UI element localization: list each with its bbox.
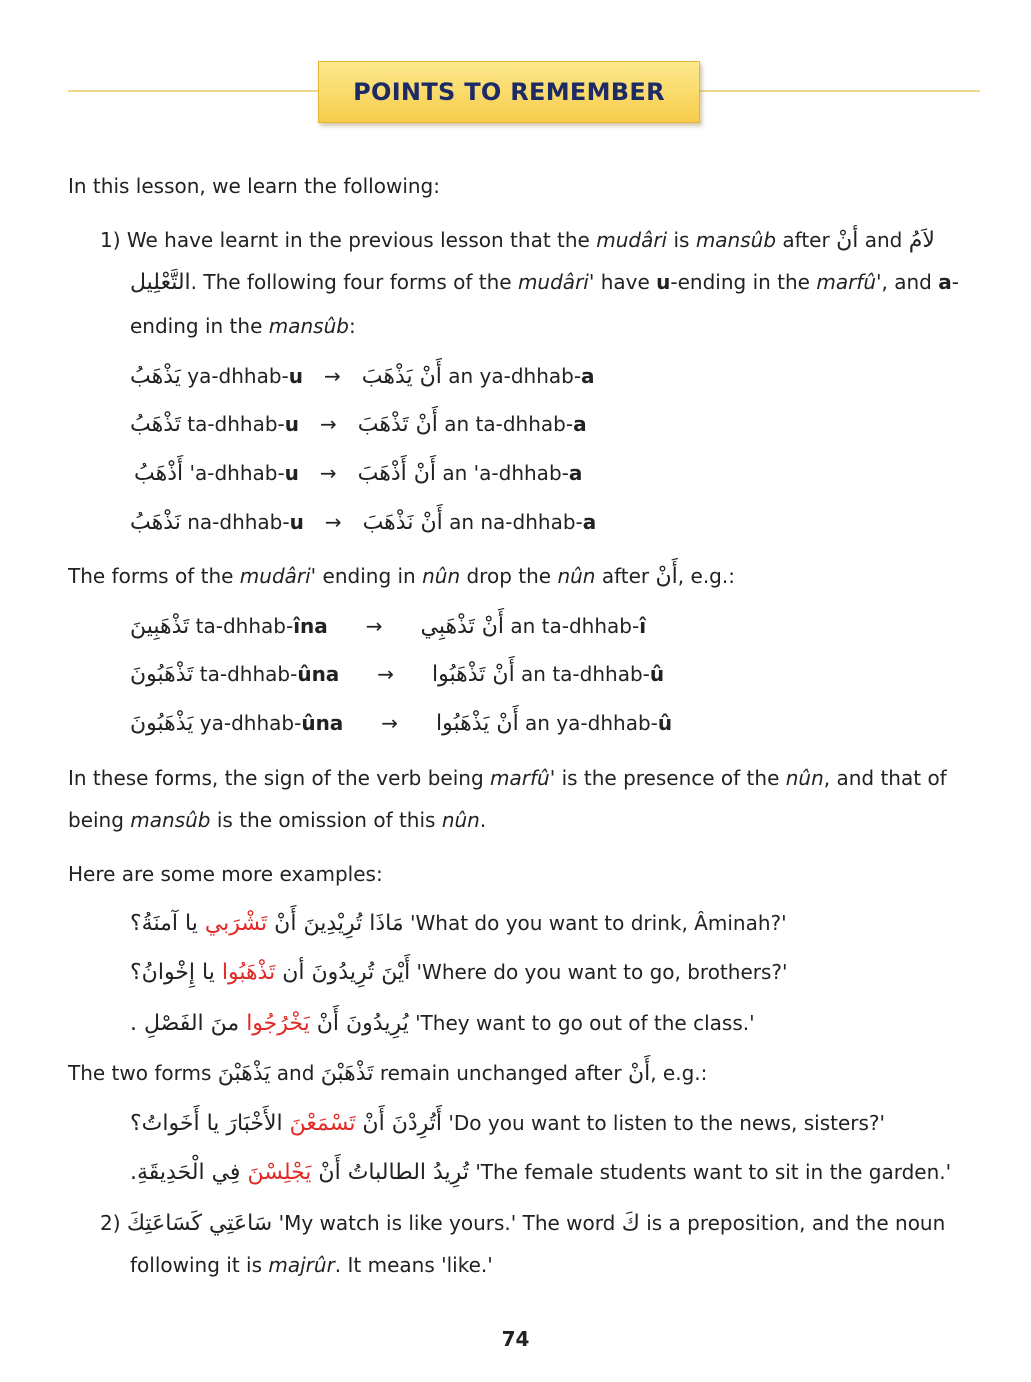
example-row bbox=[130, 1159, 951, 1186]
highlighted-verb: تَذْهَبُوا bbox=[221, 960, 276, 985]
translit-ending: û bbox=[649, 662, 665, 686]
arabic-lam: لاَمُ bbox=[908, 228, 935, 253]
term-nun: nûn bbox=[422, 564, 461, 588]
translation: 'What do you want to drink, Âminah?' bbox=[410, 911, 787, 935]
point2-line1 bbox=[100, 1210, 945, 1237]
sign-line1 bbox=[68, 765, 947, 791]
translit: an na-dhhab- bbox=[449, 510, 583, 534]
arabic-form-mansub: أَنْ يَذْهَبُوا bbox=[436, 711, 519, 736]
translit-ending: u bbox=[289, 510, 304, 534]
arabic-ta3lil: التَّعْلِيل bbox=[130, 270, 191, 295]
translit: ya-dhhab- bbox=[187, 364, 289, 388]
arabic-form-mansub: أَنْ تَذْهَبَ bbox=[357, 412, 438, 437]
text: after bbox=[601, 564, 650, 588]
term-marfu: marfû' bbox=[816, 270, 882, 294]
text: . It means 'like.' bbox=[334, 1253, 493, 1277]
translit-ending: ûna bbox=[301, 711, 344, 735]
page-number: 74 bbox=[501, 1327, 530, 1351]
point1-line3 bbox=[130, 313, 356, 339]
text: : bbox=[348, 314, 356, 338]
translit: na-dhhab- bbox=[187, 510, 290, 534]
arrow-icon: → bbox=[377, 662, 395, 686]
text: . The following four forms of the bbox=[190, 270, 512, 294]
arabic-text: أَيْنَ تُرِيدُونَ أن bbox=[275, 960, 411, 985]
text: is the presence of the bbox=[561, 766, 780, 790]
arabic-sentence bbox=[130, 911, 404, 937]
example-row bbox=[130, 1110, 885, 1137]
highlighted-verb: يَخْرُجُوا bbox=[246, 1011, 310, 1036]
text: and bbox=[276, 1061, 315, 1085]
translit: an ta-dhhab- bbox=[521, 662, 650, 686]
title-banner bbox=[318, 61, 700, 123]
term-nun: nûn bbox=[557, 564, 596, 588]
arabic-form: يَذْهَبُ bbox=[130, 364, 181, 389]
arabic-ka: كَ bbox=[621, 1211, 640, 1236]
term-marfu: marfû' bbox=[490, 766, 556, 790]
text: We have learnt in the previous lesson that the bbox=[126, 228, 590, 252]
arabic-form-mansub: أَنْ أَذْهَبَ bbox=[357, 461, 437, 486]
arabic-form: تَذْهَبُونَ bbox=[130, 662, 194, 687]
arabic-sentence: سَاعَتِي كَسَاعَتِكَ bbox=[126, 1211, 273, 1236]
header-rule-left bbox=[68, 90, 318, 92]
form-row bbox=[130, 661, 664, 688]
text: -ending in the bbox=[670, 270, 810, 294]
point2-number: 2) bbox=[100, 1211, 121, 1235]
arabic-text: مَاذَا تُرِيْدِينَ أَنْ bbox=[267, 911, 404, 936]
form-row bbox=[130, 710, 672, 737]
form-row bbox=[134, 460, 582, 487]
translit-ending: u bbox=[284, 461, 299, 485]
arabic-form: تَذْهَبْنَ bbox=[320, 1061, 374, 1086]
translation: 'Where do you want to go, brothers?' bbox=[416, 960, 788, 984]
form-row bbox=[130, 411, 587, 438]
text: and bbox=[864, 228, 903, 252]
translation: 'The female students want to sit in the garden.' bbox=[475, 1160, 952, 1184]
text: is the omission of this bbox=[216, 808, 436, 832]
form-row bbox=[130, 363, 595, 390]
text: In these forms, the sign of the verb being bbox=[68, 766, 484, 790]
arabic-sentence bbox=[130, 1011, 409, 1037]
arabic-form: يَذْهَبْنَ bbox=[217, 1061, 271, 1086]
translit: ta-dhhab- bbox=[187, 412, 285, 436]
translit: an ya-dhhab- bbox=[525, 711, 658, 735]
text: , e.g.: bbox=[677, 564, 735, 588]
ending-u: u bbox=[656, 270, 671, 294]
highlighted-verb: تَشْرَبي bbox=[204, 911, 268, 936]
term-mansub: mansûb bbox=[130, 808, 211, 832]
arabic-text: الأَخْبَارَ يا أَخَواتُ؟ bbox=[130, 1111, 290, 1136]
text: ending in the bbox=[130, 314, 263, 338]
translation: 'They want to go out of the class.' bbox=[415, 1011, 755, 1035]
arabic-form-mansub: أَنْ تَذْهَبِي bbox=[420, 614, 505, 639]
arabic-form: أَذْهَبُ bbox=[134, 461, 184, 486]
arabic-form-mansub: أَنْ نَذْهَبَ bbox=[362, 510, 443, 535]
translation: 'Do you want to listen to the news, sisters?' bbox=[448, 1111, 886, 1135]
text: ending in bbox=[322, 564, 416, 588]
translit-ending: a bbox=[573, 412, 587, 436]
translit-ending: u bbox=[288, 364, 304, 388]
highlighted-verb: تَسْمَعْنَ bbox=[289, 1111, 356, 1136]
arabic-form: تَذْهَبُ bbox=[130, 412, 181, 437]
arabic-text: تُرِيدُ الطالباتُ أَنْ bbox=[311, 1160, 469, 1185]
arrow-icon: → bbox=[319, 412, 337, 436]
text: have bbox=[600, 270, 650, 294]
arabic-an: أنْ bbox=[836, 228, 859, 253]
term-majrur: majrûr bbox=[268, 1253, 335, 1277]
arabic-form: يَذْهَبُونَ bbox=[130, 711, 194, 736]
example-row bbox=[130, 1010, 755, 1037]
arabic-text: يا آمنَةُ؟ bbox=[130, 911, 205, 936]
highlighted-verb: يَجْلِسْنَ bbox=[247, 1160, 312, 1185]
term-mansub: mansûb bbox=[268, 314, 349, 338]
translit-ending: a bbox=[581, 364, 595, 388]
translit: an ta-dhhab- bbox=[510, 614, 640, 638]
text: , and that of bbox=[823, 766, 947, 790]
two-forms-line bbox=[68, 1060, 707, 1087]
text: The forms of the bbox=[68, 564, 234, 588]
arabic-an: أَنْ bbox=[627, 1061, 651, 1086]
translit-ending: u bbox=[284, 412, 300, 436]
term-mudari: mudâri' bbox=[239, 564, 317, 588]
point1-line1 bbox=[100, 227, 935, 254]
arabic-sentence bbox=[130, 1111, 442, 1137]
arabic-sentence bbox=[130, 960, 410, 986]
text: remain unchanged after bbox=[379, 1061, 622, 1085]
page-title: POINTS TO REMEMBER bbox=[353, 78, 665, 106]
text: , and bbox=[881, 270, 932, 294]
translit-ending: a bbox=[568, 461, 583, 485]
nun-rule-line bbox=[68, 563, 735, 590]
term-mudari: mudâri bbox=[596, 228, 668, 252]
header-rule-right bbox=[700, 90, 980, 92]
arrow-icon: → bbox=[323, 364, 341, 388]
translit-ending: û bbox=[657, 711, 673, 735]
arabic-form: تَذْهَبِينَ bbox=[130, 614, 190, 639]
text: , e.g.: bbox=[650, 1061, 708, 1085]
arrow-icon: → bbox=[319, 461, 337, 485]
arrow-icon: → bbox=[381, 711, 399, 735]
point1-number: 1) bbox=[100, 228, 121, 252]
text: is a preposition, and the noun bbox=[646, 1211, 946, 1235]
text: . bbox=[479, 808, 487, 832]
arabic-sentence bbox=[130, 1160, 469, 1186]
text: The two forms bbox=[68, 1061, 212, 1085]
text: - bbox=[951, 270, 959, 294]
translit: an ya-dhhab- bbox=[448, 364, 582, 388]
arabic-text: يا إِخْوانُ؟ bbox=[130, 960, 222, 985]
translit: an ta-dhhab- bbox=[444, 412, 574, 436]
form-row bbox=[130, 613, 646, 640]
translit: 'a-dhhab- bbox=[189, 461, 285, 485]
form-row bbox=[130, 509, 596, 536]
translit: ya-dhhab- bbox=[199, 711, 302, 735]
translit: an 'a-dhhab- bbox=[442, 461, 569, 485]
text: after bbox=[782, 228, 830, 252]
term-mansub: mansûb bbox=[695, 228, 777, 252]
translit-ending: a bbox=[582, 510, 597, 534]
translit: ta-dhhab- bbox=[199, 662, 298, 686]
arabic-an: أَنْ bbox=[655, 564, 678, 589]
arabic-text: أَتُرِدْنَ أَنْ bbox=[355, 1111, 443, 1136]
term-mudari: mudâri' bbox=[517, 270, 595, 294]
point2-line2 bbox=[130, 1252, 493, 1278]
arabic-form-mansub: أَنْ يَذْهَبَ bbox=[361, 364, 442, 389]
translit-ending: îna bbox=[293, 614, 328, 638]
example-row bbox=[130, 910, 787, 937]
text: is bbox=[673, 228, 690, 252]
arabic-text: منَ الفَصْلِ . bbox=[130, 1011, 247, 1036]
sign-line2 bbox=[68, 807, 486, 833]
arrow-icon: → bbox=[365, 614, 383, 638]
term-nun: nûn bbox=[441, 808, 480, 832]
text: drop the bbox=[466, 564, 552, 588]
example-row bbox=[130, 959, 788, 986]
arabic-form-mansub: أَنْ تَذْهَبُوا bbox=[432, 662, 515, 687]
translit-ending: ûna bbox=[297, 662, 340, 686]
intro-text: In this lesson, we learn the following: bbox=[68, 174, 440, 198]
arabic-text: فِي الْحَدِيقَةِ. bbox=[130, 1160, 248, 1185]
text: being bbox=[68, 808, 124, 832]
arrow-icon: → bbox=[324, 510, 342, 534]
translit-ending: î bbox=[639, 614, 647, 638]
arabic-form: نَذْهَبُ bbox=[130, 510, 181, 535]
ending-a: a bbox=[938, 270, 952, 294]
translit: ta-dhhab- bbox=[195, 614, 294, 638]
text: following it is bbox=[130, 1253, 263, 1277]
arabic-text: يُرِيدُونَ أَنْ bbox=[309, 1011, 409, 1036]
more-examples-heading: Here are some more examples: bbox=[68, 862, 383, 886]
term-nun: nûn bbox=[785, 766, 824, 790]
text: 'My watch is like yours.' The word bbox=[278, 1211, 616, 1235]
point1-line2 bbox=[130, 269, 959, 296]
